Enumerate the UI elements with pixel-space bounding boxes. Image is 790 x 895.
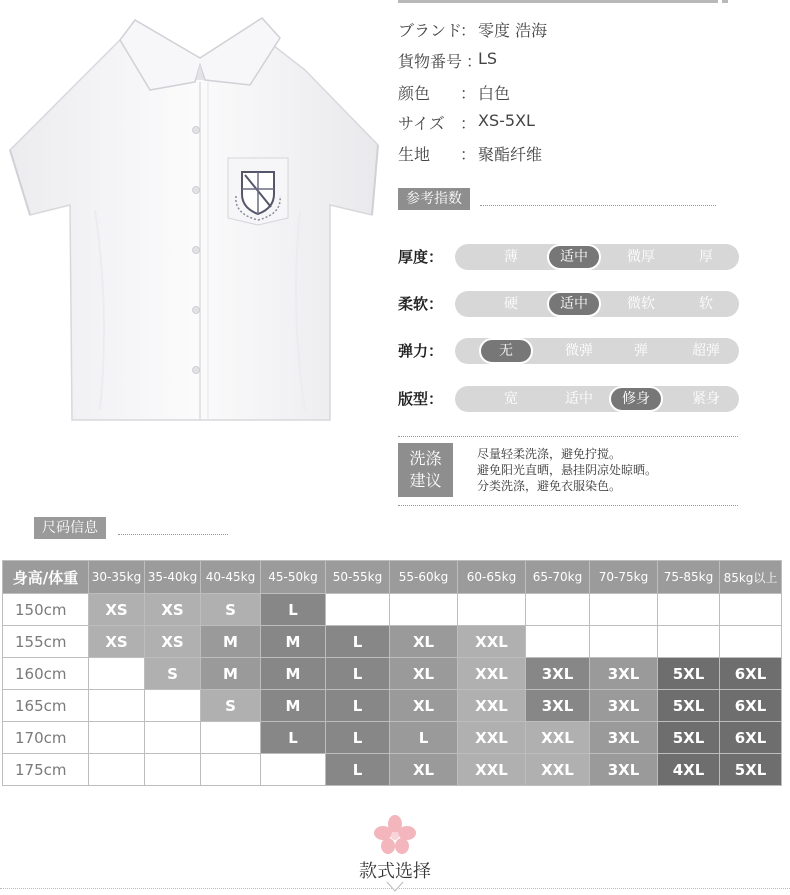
rating-option: 紧身 bbox=[692, 391, 720, 407]
size-cell: 6XL bbox=[720, 722, 782, 754]
size-cell: XS bbox=[89, 626, 145, 658]
size-cell: L bbox=[326, 658, 390, 690]
rating-option-selected: 适中 bbox=[547, 244, 601, 270]
rating-option: 薄 bbox=[504, 249, 518, 265]
table-row bbox=[3, 658, 782, 690]
spec-item-value: LS bbox=[478, 49, 498, 68]
size-cell bbox=[201, 754, 261, 786]
size-cell: 5XL bbox=[658, 690, 720, 722]
spec-brand-label: ブランド bbox=[398, 21, 463, 40]
rating-row bbox=[398, 291, 743, 317]
spec-size bbox=[398, 111, 698, 139]
spec-colon: ： bbox=[460, 21, 477, 40]
spec-size-label: サイズ bbox=[398, 114, 445, 133]
size-cell: 3XL bbox=[590, 722, 658, 754]
size-cell bbox=[658, 626, 720, 658]
size-cell bbox=[390, 594, 458, 626]
rating-option: 硬 bbox=[504, 296, 518, 312]
weight-header: 45-50kg bbox=[261, 561, 326, 594]
size-header: 尺码信息 bbox=[34, 517, 106, 539]
size-cell: M bbox=[261, 690, 326, 722]
weight-header: 50-55kg bbox=[326, 561, 390, 594]
height-cell: 165cm bbox=[3, 690, 89, 722]
table-row bbox=[3, 626, 782, 658]
wash-line: 尽量轻柔洗涤，避免拧搅。 bbox=[477, 447, 622, 461]
size-cell bbox=[201, 722, 261, 754]
height-cell: 150cm bbox=[3, 594, 89, 626]
size-cell: XXL bbox=[458, 658, 526, 690]
size-cell: XXL bbox=[458, 626, 526, 658]
size-cell bbox=[89, 754, 145, 786]
reference-divider bbox=[480, 205, 716, 206]
size-cell: L bbox=[326, 722, 390, 754]
rating-label: 柔软： bbox=[398, 295, 444, 313]
size-cell: L bbox=[390, 722, 458, 754]
size-cell: 4XL bbox=[658, 754, 720, 786]
rating-option: 微厚 bbox=[627, 249, 655, 265]
size-cell: 3XL bbox=[590, 754, 658, 786]
size-cell bbox=[89, 722, 145, 754]
size-cell bbox=[720, 626, 782, 658]
size-cell bbox=[458, 594, 526, 626]
size-cell: L bbox=[261, 722, 326, 754]
size-cell: S bbox=[145, 658, 201, 690]
size-cell bbox=[720, 594, 782, 626]
rating-row bbox=[398, 244, 743, 270]
weight-header: 75-85kg bbox=[658, 561, 720, 594]
size-cell: 5XL bbox=[720, 754, 782, 786]
height-cell: 155cm bbox=[3, 626, 89, 658]
size-table-body bbox=[3, 594, 782, 786]
wash-top-divider bbox=[398, 436, 738, 437]
rating-option: 超弹 bbox=[692, 343, 720, 359]
size-cell bbox=[326, 594, 390, 626]
spec-color bbox=[398, 81, 698, 109]
size-cell: 5XL bbox=[658, 722, 720, 754]
size-cell: XXL bbox=[526, 722, 590, 754]
size-cell: L bbox=[326, 754, 390, 786]
rating-option: 微弹 bbox=[565, 343, 593, 359]
spec-colon: ： bbox=[460, 145, 477, 164]
size-cell: XXL bbox=[458, 722, 526, 754]
wash-line: 避免阳光直晒，悬挂阴凉处晾晒。 bbox=[477, 463, 658, 477]
size-cell: L bbox=[261, 594, 326, 626]
size-cell bbox=[526, 594, 590, 626]
spec-color-value: 白色 bbox=[478, 84, 511, 103]
size-cell: XS bbox=[145, 626, 201, 658]
weight-header: 65-70kg bbox=[526, 561, 590, 594]
top-divider bbox=[398, 0, 718, 3]
spec-fabric-label: 生地 bbox=[398, 145, 431, 164]
size-cell bbox=[145, 754, 201, 786]
rating-option: 宽 bbox=[504, 391, 518, 407]
rating-option: 软 bbox=[699, 296, 713, 312]
rating-track bbox=[455, 386, 739, 412]
rating-option: 厚 bbox=[699, 249, 713, 265]
spec-item-label: 貨物番号 bbox=[398, 52, 463, 71]
size-cell bbox=[590, 594, 658, 626]
rating-option-selected: 修身 bbox=[609, 386, 663, 412]
size-cell: 3XL bbox=[590, 690, 658, 722]
spec-colon: ： bbox=[460, 114, 477, 133]
weight-header: 40-45kg bbox=[201, 561, 261, 594]
rating-row bbox=[398, 338, 743, 364]
height-cell: 170cm bbox=[3, 722, 89, 754]
size-cell: XXL bbox=[458, 690, 526, 722]
flower-icon bbox=[372, 815, 418, 855]
size-cell: S bbox=[201, 690, 261, 722]
spec-colon: ： bbox=[466, 52, 483, 71]
rating-option: 适中 bbox=[565, 391, 593, 407]
table-row bbox=[3, 722, 782, 754]
size-cell: M bbox=[201, 658, 261, 690]
wash-title-line1: 洗涤 bbox=[409, 449, 442, 468]
rating-option-selected: 无 bbox=[479, 338, 533, 364]
size-table-header bbox=[3, 561, 782, 594]
rating-track bbox=[455, 244, 739, 270]
size-cell: XL bbox=[390, 754, 458, 786]
size-cell bbox=[89, 658, 145, 690]
wash-line: 分类洗涤，避免衣服染色。 bbox=[477, 479, 622, 493]
spec-brand bbox=[398, 18, 698, 46]
size-header-divider bbox=[118, 534, 228, 535]
size-cell: 3XL bbox=[526, 658, 590, 690]
rating-option-selected: 适中 bbox=[547, 291, 601, 317]
spec-item bbox=[398, 49, 698, 77]
rating-option: 弹 bbox=[634, 343, 648, 359]
table-row bbox=[3, 594, 782, 626]
height-cell: 160cm bbox=[3, 658, 89, 690]
wash-instructions bbox=[477, 446, 657, 494]
table-row bbox=[3, 690, 782, 722]
size-cell: S bbox=[201, 594, 261, 626]
size-cell: XXL bbox=[458, 754, 526, 786]
chevron-down-icon bbox=[386, 881, 404, 893]
wash-title-box bbox=[398, 443, 453, 497]
size-cell: L bbox=[326, 690, 390, 722]
rating-label: 版型： bbox=[398, 390, 444, 408]
spec-colon: ： bbox=[460, 84, 477, 103]
size-cell bbox=[145, 722, 201, 754]
size-cell: XL bbox=[390, 626, 458, 658]
size-cell: XXL bbox=[526, 754, 590, 786]
size-table-corner: 身高/体重 bbox=[3, 561, 89, 594]
weight-header: 85kg以上 bbox=[720, 561, 782, 594]
weight-header: 60-65kg bbox=[458, 561, 526, 594]
weight-header: 55-60kg bbox=[390, 561, 458, 594]
spec-size-value: XS-5XL bbox=[478, 111, 535, 130]
table-row bbox=[3, 754, 782, 786]
spec-brand-value: 零度 浩海 bbox=[478, 21, 548, 40]
rating-label: 弹力： bbox=[398, 342, 444, 360]
size-cell: M bbox=[261, 658, 326, 690]
size-cell: M bbox=[261, 626, 326, 658]
size-cell: 5XL bbox=[658, 658, 720, 690]
size-cell: 6XL bbox=[720, 658, 782, 690]
size-cell bbox=[89, 690, 145, 722]
size-cell bbox=[145, 690, 201, 722]
spec-color-label: 颜色 bbox=[398, 84, 431, 103]
size-cell bbox=[261, 754, 326, 786]
rating-option: 微软 bbox=[627, 296, 655, 312]
size-cell bbox=[590, 626, 658, 658]
weight-header: 70-75kg bbox=[590, 561, 658, 594]
size-cell: 3XL bbox=[526, 690, 590, 722]
size-table bbox=[2, 560, 782, 786]
shirt-image bbox=[0, 10, 380, 440]
height-cell: 175cm bbox=[3, 754, 89, 786]
size-cell: XL bbox=[390, 658, 458, 690]
weight-header: 35-40kg bbox=[145, 561, 201, 594]
reference-header: 参考指数 bbox=[398, 188, 470, 210]
wash-title-line2: 建议 bbox=[409, 471, 442, 490]
spec-fabric bbox=[398, 142, 698, 170]
rating-track bbox=[455, 291, 739, 317]
spec-fabric-value: 聚酯纤维 bbox=[478, 145, 543, 164]
rating-label: 厚度： bbox=[398, 248, 444, 266]
size-cell: L bbox=[326, 626, 390, 658]
rating-track bbox=[455, 338, 739, 364]
style-selection-title: 款式选择 bbox=[359, 861, 431, 882]
size-cell: M bbox=[201, 626, 261, 658]
size-cell: XS bbox=[145, 594, 201, 626]
top-divider-dot bbox=[722, 0, 728, 3]
size-cell: XL bbox=[390, 690, 458, 722]
wash-bottom-divider bbox=[398, 505, 738, 506]
size-cell: 6XL bbox=[720, 690, 782, 722]
weight-header: 30-35kg bbox=[89, 561, 145, 594]
size-cell bbox=[658, 594, 720, 626]
size-cell: 3XL bbox=[590, 658, 658, 690]
rating-row bbox=[398, 386, 743, 412]
size-cell bbox=[526, 626, 590, 658]
size-cell: XS bbox=[89, 594, 145, 626]
